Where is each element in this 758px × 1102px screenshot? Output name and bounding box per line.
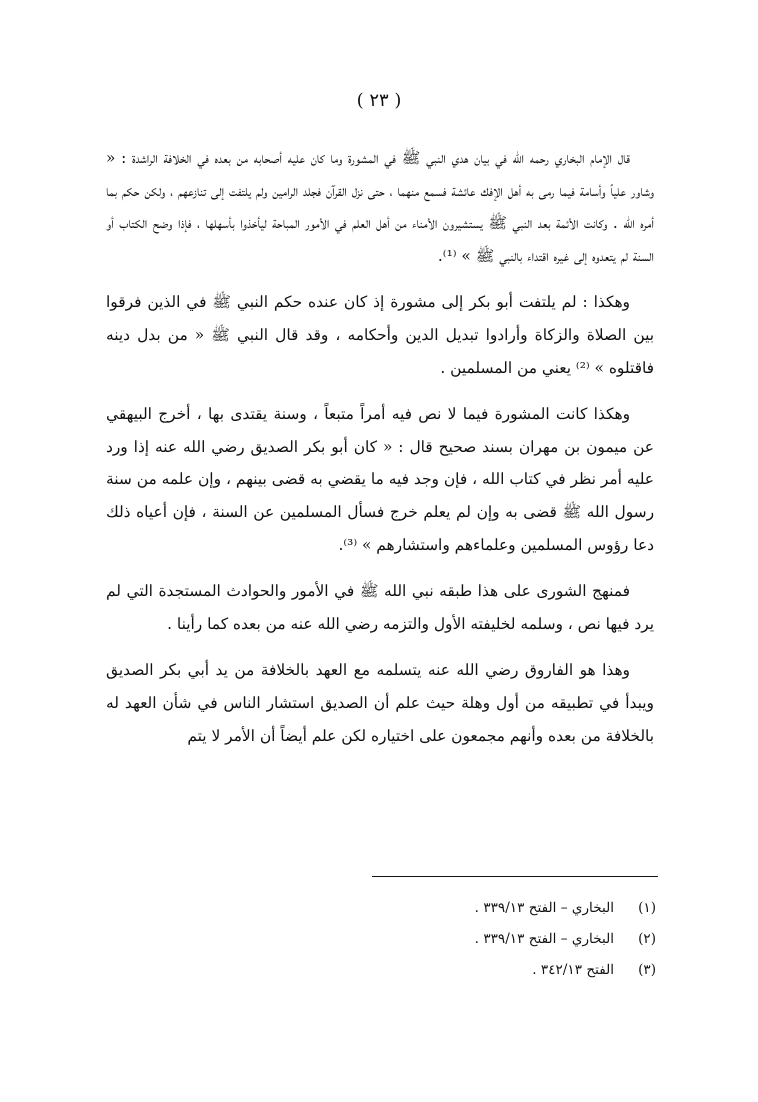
- body-text: [106, 142, 654, 752]
- paragraph-1: قال الإمام البخاري رحمه الله في بيان هدي النبي ﷺ في المشورة وما كان عليه أصحابه من بعده في الخلافة الراشدة : « وشاور علياً وأسامة فيما رمى به أهل الإفك عائشة فسمع منهما ، حتى نزل القرآن فجلد الرامين ولم يلتفت إلى تنازعهم ، ولكن حكم بما أمره الله . وكانت الأئمة بعد النبي ﷺ يستشيرون الأمناء من أهل العلم في الأمور المباحة ليأخذوا بأسهلها ، فإذا وضح الكتاب أو السنة لم يتعدوه إلى غيره اقتداء بالنبي ﷺ » ⁽¹⁾.: [106, 149, 654, 265]
- paragraph-2: وهكذا : لم يلتفت أبو بكر إلى مشورة إذ كان عنده حكم النبي ﷺ في الذين فرقوا بين الصلاة والزكاة وأرادوا تبديل الدين وأحكامه ، وقد قال النبي ﷺ « من بدل دينه فاقتلوه » ⁽²⁾ يعني من المسلمين .: [106, 293, 654, 377]
- footnote-3: [300, 955, 656, 986]
- footnote-number: (١): [638, 900, 656, 916]
- footnote-text: البخاري – الفتح ٣٣٩/١٣ .: [474, 931, 614, 947]
- footnote-text: الفتح ٣٤٢/١٣ .: [532, 962, 614, 978]
- paragraph-3: وهكذا كانت المشورة فيما لا نص فيه أمراً متبعاً ، وسنة يقتدى بها ، أخرج البيهقي عن ميمون بن مهران بسند صحيح قال : « كان أبو بكر الصديق رضي الله عنه إذا ورد عليه أمر نظر في كتاب الله ، فإن وجد فيه ما يقضي به قضى بينهم ، وإن علمه من سنة رسول الله ﷺ قضى به وإن لم يعلم خرج فسأل المسلمين عن السنة ، فإن أعياه ذلك دعا رؤوس المسلمين وعلماءهم واستشارهم » ⁽³⁾.: [106, 405, 654, 554]
- page-number: ( ٢٣ ): [356, 90, 402, 111]
- footnote-number: (٢): [638, 931, 656, 947]
- paragraph-5: وهذا هو الفاروق رضي الله عنه يتسلمه مع العهد بالخلافة من يد أبي بكر الصديق ويبدأ في تطبيقه من أول وهلة حيث علم أن الصديق استشار الناس في شأن العهد له بالخلافة من بعده وأنهم مجمعون على اختياره لكن علم أيضاً أن الأمر لا يتم: [106, 661, 654, 745]
- footnote-divider: [372, 876, 658, 877]
- footnote-text: البخاري – الفتح ٣٣٩/١٣ .: [474, 900, 614, 916]
- footnote-number: (٣): [638, 962, 656, 978]
- footnote-1: [300, 893, 656, 924]
- footnotes: [300, 893, 656, 986]
- paragraph-4: فمنهج الشورى على هذا طبقه نبي الله ﷺ في الأمور والحوادث المستجدة التي لم يرد فيها نص ، وسلمه لخليفته الأول والتزمه رضي الله عنه من بعده كما رأينا .: [106, 582, 654, 633]
- footnote-2: [300, 924, 656, 955]
